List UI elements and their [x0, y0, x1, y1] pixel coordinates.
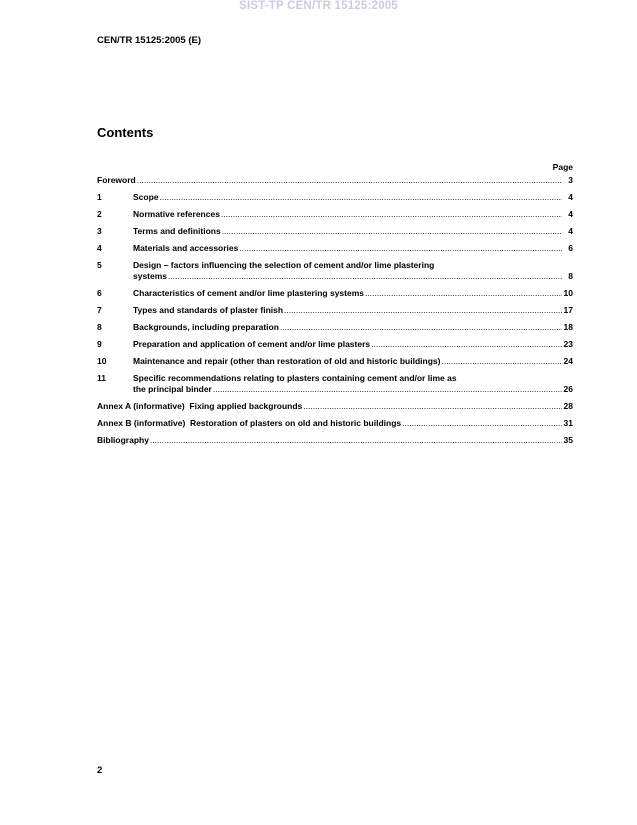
toc-entry-title: Scope	[133, 192, 159, 202]
toc-entry-page: 24	[563, 356, 573, 366]
page-column-heading: Page	[552, 162, 573, 172]
toc-entry-10[interactable]	[97, 356, 573, 367]
dot-leader	[150, 435, 562, 446]
toc-entry-page: 23	[563, 339, 573, 349]
toc-entry-8[interactable]	[97, 322, 573, 333]
toc-entry-title-line-1: Specific recommendations relating to plasters containing cement and/or lime as	[133, 373, 457, 383]
toc-entry-number: 8	[97, 322, 102, 332]
toc-entry-annex-a[interactable]	[97, 401, 573, 412]
toc-entry-title: Maintenance and repair (other than restoration of old and historic buildings)	[133, 356, 441, 366]
dot-leader	[213, 384, 562, 395]
toc-entry-page: 17	[563, 305, 573, 315]
dot-leader	[137, 175, 562, 186]
toc-entry-title-line-2: systems	[133, 271, 168, 281]
dot-leader	[280, 322, 562, 333]
dot-leader	[239, 243, 562, 254]
toc-entry-title: Terms and definitions	[133, 226, 221, 236]
toc-entry-page: 8	[568, 271, 573, 281]
toc-entry-3[interactable]	[97, 226, 573, 237]
toc-entry-title: Foreword	[97, 175, 136, 185]
dot-leader	[402, 418, 562, 429]
dot-leader	[168, 271, 562, 282]
toc-entry-page: 10	[563, 288, 573, 298]
dot-leader	[441, 356, 562, 367]
toc-entry-title: Annex B (informative) Restoration of plasters on old and historic buildings	[97, 418, 402, 428]
document-reference: CEN/TR 15125:2005 (E)	[97, 35, 202, 46]
toc-entry-title: Normative references	[133, 209, 220, 219]
toc-entry-number: 9	[97, 339, 102, 349]
toc-entry-6[interactable]	[97, 288, 573, 299]
dot-leader	[160, 192, 562, 203]
toc-entry-number: 1	[97, 192, 102, 202]
toc-entry-title: Bibliography	[97, 435, 149, 445]
dot-leader	[303, 401, 562, 412]
dot-leader	[221, 209, 562, 220]
toc-entry-page: 4	[568, 226, 573, 236]
toc-entry-page: 18	[563, 322, 573, 332]
toc-entry-foreword[interactable]	[97, 175, 573, 186]
toc-entry-title-line-2: the principal binder	[133, 384, 212, 394]
toc-entry-page: 31	[563, 418, 573, 428]
toc-entry-5[interactable]	[97, 260, 573, 282]
toc-entry-page: 3	[568, 175, 573, 185]
table-of-contents	[97, 175, 573, 446]
toc-entry-number: 6	[97, 288, 102, 298]
watermark: SIST-TP CEN/TR 15125:2005	[239, 0, 398, 12]
toc-entry-annex-b[interactable]	[97, 418, 573, 429]
dot-leader	[371, 339, 562, 350]
toc-entry-7[interactable]	[97, 305, 573, 316]
toc-entry-1[interactable]	[97, 192, 573, 203]
toc-entry-2[interactable]	[97, 209, 573, 220]
toc-entry-4[interactable]	[97, 243, 573, 254]
toc-entry-title: Types and standards of plaster finish	[133, 305, 284, 315]
toc-entry-title: Annex A (informative) Fixing applied backgrounds	[97, 401, 303, 411]
dot-leader	[284, 305, 562, 316]
toc-entry-page: 35	[563, 435, 573, 445]
toc-entry-title: Backgrounds, including preparation	[133, 322, 279, 332]
toc-entry-page: 28	[563, 401, 573, 411]
toc-entry-number: 4	[97, 243, 102, 253]
toc-entry-number: 5	[97, 260, 102, 270]
toc-entry-number: 10	[97, 356, 107, 366]
toc-entry-page: 4	[568, 209, 573, 219]
page-number: 2	[97, 765, 103, 776]
toc-entry-11[interactable]	[97, 373, 573, 395]
toc-entry-title: Preparation and application of cement and/or lime plasters	[133, 339, 371, 349]
toc-entry-title: Characteristics of cement and/or lime plastering systems	[133, 288, 365, 298]
page-title: Contents	[97, 125, 154, 140]
toc-entry-page: 6	[568, 243, 573, 253]
toc-entry-number: 3	[97, 226, 102, 236]
toc-entry-number: 7	[97, 305, 102, 315]
toc-entry-number: 11	[97, 373, 106, 383]
toc-entry-bibliography[interactable]	[97, 435, 573, 446]
dot-leader	[365, 288, 562, 299]
toc-entry-9[interactable]	[97, 339, 573, 350]
toc-entry-number: 2	[97, 209, 102, 219]
dot-leader	[222, 226, 562, 237]
toc-entry-page: 26	[563, 384, 573, 394]
toc-entry-page: 4	[568, 192, 573, 202]
toc-entry-title-line-1: Design – factors influencing the selection of cement and/or lime plastering	[133, 260, 435, 270]
toc-entry-title: Materials and accessories	[133, 243, 239, 253]
